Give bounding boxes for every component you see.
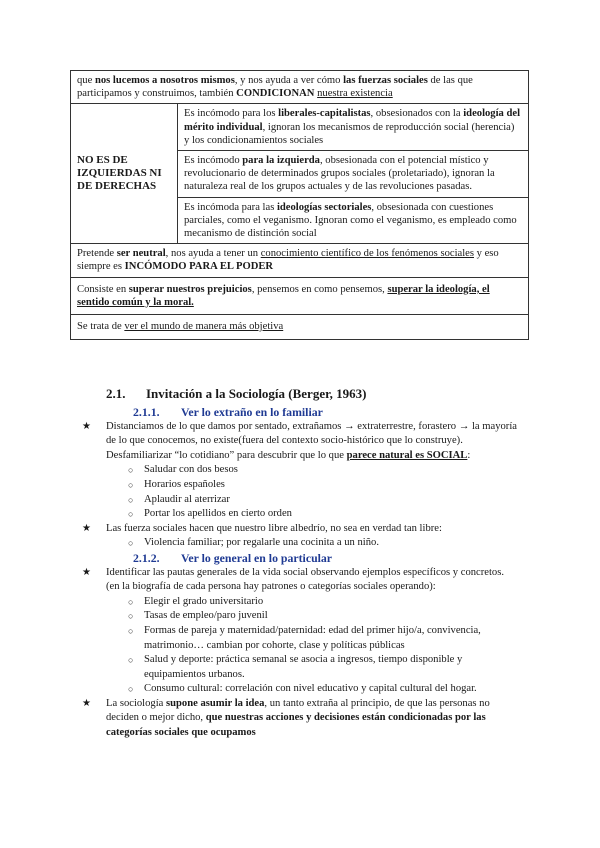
bullet-item — [80, 420, 520, 464]
bold-underlined-text: parece natural es SOCIAL — [346, 449, 468, 461]
text: que — [77, 75, 95, 86]
bold-text: para la izquierda — [242, 155, 320, 167]
bullet-item — [80, 697, 520, 741]
bold-text: que nuestras acciones y decisiones están condicionadas por las categorías sociales que ocupamos — [106, 712, 486, 739]
underlined-text: nuestra existencia — [317, 88, 393, 100]
row-label: NO ES DE IZQUIERDAS NI DE DERECHAS — [71, 104, 178, 244]
table-cell — [178, 151, 529, 198]
list-item: ○ Saludar con dos besos — [80, 463, 520, 478]
text: , obsesionada con cuestiones parciales, como el veganismo. Ignoran como el veganismo, es empleado como mecanismo de distinción social — [184, 201, 517, 240]
text: Pretende — [77, 248, 117, 260]
text: Se trata de — [77, 321, 125, 333]
subsection-heading — [80, 405, 520, 420]
text: , obsesionados con la — [370, 108, 464, 120]
list-item: ○ Formas de pareja y maternidad/paternidad: edad del primer hijo/a, convivencia, matrimonio… cambian por cohorte, clase y políticas públicas — [80, 624, 520, 653]
text: : — [467, 449, 471, 461]
text: de las que participamos y construimos, también — [77, 75, 473, 100]
table-row — [71, 244, 529, 277]
text: y eso siempre es — [77, 248, 499, 273]
list-item: ○ Tasas de empleo/paro juvenil — [80, 609, 520, 624]
list-item: ○ Portar los apellidos en cierto orden — [80, 507, 520, 522]
list-item: ○ Violencia familiar; por regalarle una cocinita a un niño. — [80, 536, 520, 551]
list-item: ○ Consumo cultural: correlación con nivel educativo y capital cultural del hogar. — [80, 682, 520, 697]
underlined-text: conocimiento científico de los fenómenos sociales — [260, 248, 474, 260]
bullet-item: ★ Identificar las pautas generales de la vida social observando ejemplos específicos y concretos. (en la biografía de cada persona hay patrones o categorías sociales operando): — [80, 566, 520, 595]
list-item: ○ Horarios españoles — [80, 478, 520, 493]
bold-text: nos lucemos a nosotros mismos — [94, 75, 235, 86]
summary-table — [70, 70, 529, 340]
text: , pensemos en como pensemos, — [251, 283, 388, 295]
section-title: Invitación a la Sociología (Berger, 1963) — [146, 386, 367, 401]
subsection-title: Ver lo general en lo particular — [181, 550, 333, 565]
bold-text: superar nuestros prejuicios — [128, 283, 252, 295]
table-cell — [71, 277, 529, 314]
list-item: ○ Elegir el grado universitario — [80, 595, 520, 610]
table-cell — [71, 315, 529, 340]
content-body — [80, 405, 520, 741]
underlined-text: ver el mundo de manera más objetiva — [124, 321, 284, 333]
bullet-item: ★ Las fuerza sociales hacen que nuestro libre albedrío, no sea en verdad tan libre: — [80, 522, 520, 537]
section-number: 2.1. — [106, 386, 126, 401]
table-cell — [178, 197, 529, 244]
text: , y nos ayuda a ver cómo — [234, 75, 344, 86]
table-row — [71, 277, 529, 314]
text: , nos ayuda a tener un — [165, 248, 261, 260]
bold-underlined-text: superar la ideología, el sentido común y la moral. — [77, 283, 490, 308]
bold-text: ideologías sectoriales — [276, 201, 372, 213]
text: , obsesionada con el potencial místico y revolucionario de determinados grupos sociales (proletariado), ignoran la naturaleza real de los grupos actuales y de las revoluciones pasadas. — [184, 155, 495, 193]
section-heading — [106, 386, 367, 402]
subsection-number: 2.1.2. — [133, 550, 160, 565]
text: La sociología — [106, 697, 167, 709]
text: Es incómodo para los — [184, 108, 279, 120]
bold-text: liberales-capitalistas — [278, 108, 371, 120]
table-cell — [71, 71, 529, 104]
bold-text: INCÓMODO PARA EL PODER — [124, 261, 274, 273]
text: Es incómoda para las — [184, 201, 277, 213]
bold-text: CONDICIONAN — [236, 88, 315, 100]
text: Distanciamos de lo que damos por sentado, extrañamos → extraterrestre, forastero → la mayoría de lo que conocemos, no existe(fuera del contexto socio-histórico que lo construye). Desfamiliarizar “lo cotidiano” para descubrir que lo que — [106, 420, 517, 461]
text: , un tanto extraña al principio, de que las personas no deciden o mejor dicho, — [106, 697, 490, 724]
bold-text: supone asumir la idea — [166, 697, 265, 709]
subsection-number: 2.1.1. — [133, 405, 160, 419]
bold-text: ideología del mérito individual — [184, 108, 521, 133]
subsection-heading — [80, 551, 520, 566]
table-row — [71, 71, 529, 104]
subsection-title: Ver lo extraño en lo familiar — [181, 405, 323, 419]
bold-text: ser neutral — [116, 248, 166, 260]
table-row — [71, 315, 529, 340]
table-row — [71, 104, 529, 151]
text: , ignoran los mecanismos de reproducción social (herencia) y los condicionamientos sociales — [184, 121, 515, 146]
list-item: ○ Salud y deporte: práctica semanal se asocia a ingresos, tiempo disponible y equipamientos urbanos. — [80, 653, 520, 682]
list-item: ○ Aplaudir al aterrizar — [80, 493, 520, 508]
table-cell — [71, 244, 529, 277]
table-cell — [178, 104, 529, 151]
text: Consiste en — [77, 283, 129, 295]
bold-text: las fuerzas sociales — [343, 75, 428, 86]
text: Es incómodo — [184, 155, 243, 167]
